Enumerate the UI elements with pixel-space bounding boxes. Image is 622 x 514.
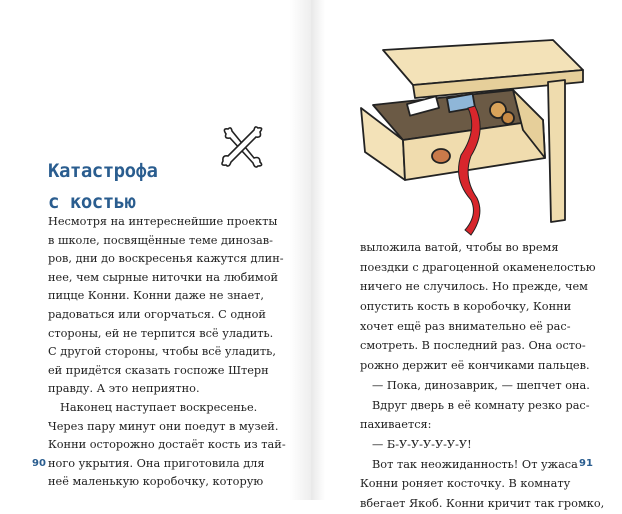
text-line: в школе, посвящённые теме динозав-	[48, 233, 273, 247]
page-number: 90	[32, 458, 46, 469]
text-line: Вдруг дверь в её комнату резко рас-	[372, 398, 590, 412]
text-line: ей придётся сказать госпоже Штерн	[48, 363, 269, 377]
text-line: стороны, ей не терпится всё уладить.	[48, 326, 274, 340]
text-line: вбегает Якоб. Конни кричит так громко,	[360, 496, 605, 510]
text-line: хочет ещё раз внимательно её рас-	[360, 319, 571, 333]
text-line: опустить кость в коробочку, Конни	[360, 300, 572, 314]
text-line: Через пару минут они поедут в музей.	[48, 419, 279, 433]
text-line: — Б-У-У-У-У-У-У!	[372, 437, 472, 451]
text-line: правду. А это неприятно.	[48, 382, 200, 396]
text-line: поездки с драгоценной окаменелостью	[360, 260, 596, 274]
text-line: пицце Конни. Конни даже не знает,	[48, 289, 265, 303]
text-line: ного укрытия. Она приготовила для	[48, 456, 265, 470]
text-line: радоваться или огорчаться. С одной	[48, 307, 266, 321]
crossed-bones-icon	[220, 126, 266, 168]
left-body-text	[48, 213, 286, 492]
text-line: неё маленькую коробочку, которую	[48, 475, 264, 489]
text-line: ров, дни до воскресенья кажутся длин-	[48, 252, 284, 266]
text-line: смотреть. В последний раз. Она осто-	[360, 339, 586, 353]
chapter-title-line-1: Катастрофа	[48, 160, 158, 182]
text-line: Несмотря на интереснейшие проекты	[48, 215, 278, 228]
text-line: Вот так неожиданность! От ужаса	[372, 457, 578, 471]
text-line: Наконец наступает воскресенье.	[60, 400, 258, 414]
text-line: рожно держит её кончиками пальцев.	[360, 359, 590, 373]
text-line: ничего не случилось. Но прежде, чем	[360, 280, 588, 294]
text-line: выложила ватой, чтобы во время	[360, 241, 559, 254]
right-page	[311, 0, 622, 510]
text-line: — Пока, динозаврик, — шепчет она.	[372, 378, 590, 392]
right-body-text	[360, 238, 604, 514]
text-line: пахивается:	[360, 418, 432, 432]
text-line: нее, чем сырные ниточки на любимой	[48, 270, 279, 284]
page-number: 91	[579, 458, 593, 469]
text-line: С другой стороны, чтобы всё уладить,	[48, 345, 276, 359]
text-line: Конни роняет косточку. В комнату	[360, 477, 571, 491]
left-page	[0, 0, 311, 500]
drawer-illustration	[353, 30, 593, 240]
chapter-title-line-2: с костью	[48, 191, 136, 213]
text-line: Конни осторожно достаёт кость из тай-	[48, 438, 286, 452]
